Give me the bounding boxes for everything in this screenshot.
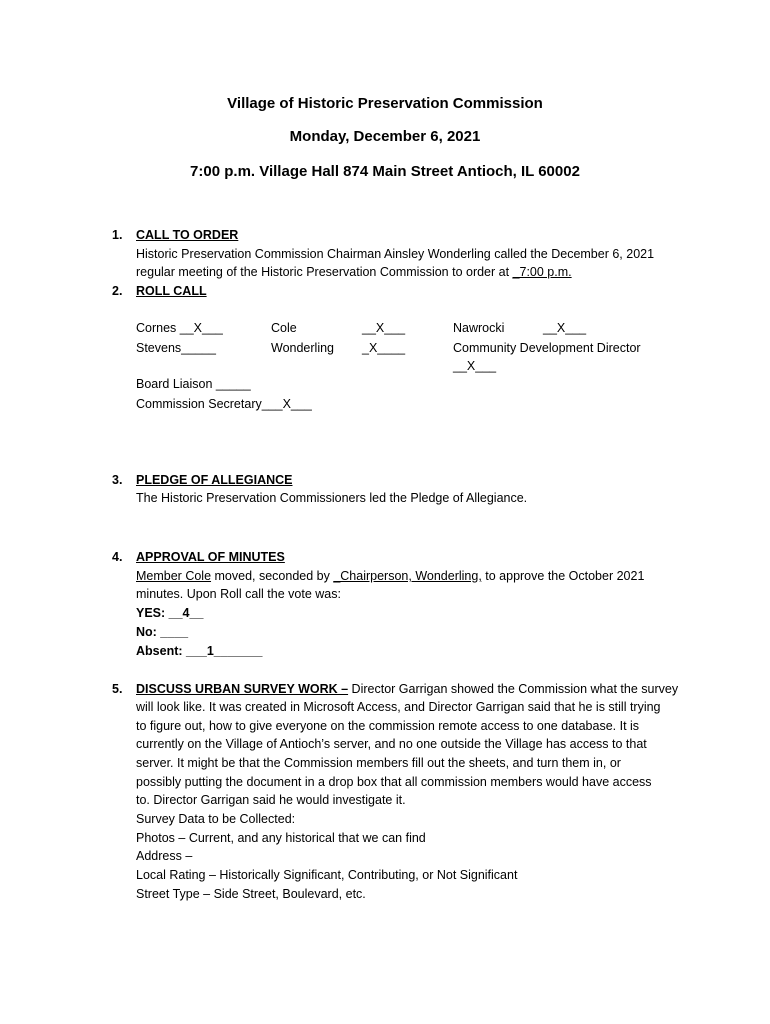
minutes-mover: Member Cole bbox=[136, 569, 212, 583]
roll-secretary: Commission Secretary___X___ bbox=[136, 397, 312, 411]
call-to-order-text: regular meeting of the Historic Preservation Commission to order at bbox=[136, 265, 513, 279]
roll-wonderling-mark: _X____ bbox=[362, 341, 406, 355]
minutes-seconder: _Chairperson, Wonderling, bbox=[333, 569, 482, 583]
minutes-line-2: minutes. Upon Roll call the vote was: bbox=[136, 587, 341, 601]
survey-line: to figure out, how to give everyone on the commission remote access to one database. It is bbox=[136, 719, 640, 733]
section-heading-pledge: PLEDGE OF ALLEGIANCE bbox=[136, 473, 293, 487]
section-number: 1. bbox=[112, 228, 123, 242]
roll-cdd-mark: __X___ bbox=[453, 359, 497, 373]
section-number: 3. bbox=[112, 473, 123, 487]
meeting-location: 7:00 p.m. Village Hall 874 Main Street Antioch, IL 60002 bbox=[190, 163, 580, 180]
section-heading-survey: DISCUSS URBAN SURVEY WORK – bbox=[136, 682, 349, 696]
roll-cole-mark: __X___ bbox=[362, 321, 406, 335]
roll-cole-name: Cole bbox=[271, 321, 297, 335]
pledge-text: The Historic Preservation Commissioners led the Pledge of Allegiance. bbox=[136, 491, 528, 505]
section-heading-minutes: APPROVAL OF MINUTES bbox=[136, 550, 285, 564]
roll-nawrocki-name: Nawrocki bbox=[453, 321, 505, 335]
minutes-motion-line bbox=[136, 567, 644, 585]
call-to-order-line-1: Historic Preservation Commission Chairman Ainsley Wonderling called the December 6, 2021 bbox=[136, 247, 655, 261]
roll-stevens: Stevens_____ bbox=[136, 341, 216, 355]
roll-wonderling-name: Wonderling bbox=[271, 341, 335, 355]
call-to-order-time: _7:00 p.m. bbox=[512, 265, 572, 279]
survey-line: to. Director Garrigan said he would investigate it. bbox=[136, 793, 406, 807]
roll-cdd-name: Community Development Director bbox=[453, 341, 641, 355]
survey-line: will look like. It was created in Microsoft Access, and Director Garrigan said that he is still trying bbox=[136, 700, 661, 714]
survey-data-heading: Survey Data to be Collected: bbox=[136, 812, 296, 826]
section-number: 5. bbox=[112, 682, 123, 696]
survey-line: possibly putting the document in a drop box that all commission members would have access bbox=[136, 775, 652, 789]
survey-data-item: Address – bbox=[136, 849, 193, 863]
roll-cornes: Cornes __X___ bbox=[136, 321, 223, 335]
vote-yes: YES: __4__ bbox=[136, 606, 204, 620]
vote-no: No: ____ bbox=[136, 625, 189, 639]
survey-data-item: Local Rating – Historically Significant, Contributing, or Not Significant bbox=[136, 868, 518, 882]
roll-nawrocki-mark: __X___ bbox=[543, 321, 587, 335]
minutes-text-a: moved, seconded by bbox=[211, 569, 334, 583]
survey-line-1 bbox=[136, 680, 678, 698]
survey-text: Director Garrigan showed the Commission what the survey bbox=[348, 682, 679, 696]
survey-data-item: Street Type – Side Street, Boulevard, etc. bbox=[136, 887, 366, 901]
section-number: 2. bbox=[112, 284, 123, 298]
survey-line: server. It might be that the Commission members fill out the sheets, and turn them in, or bbox=[136, 756, 621, 770]
call-to-order-line-2 bbox=[136, 263, 572, 281]
roll-board-liaison: Board Liaison _____ bbox=[136, 377, 251, 391]
document-title: Village of Historic Preservation Commission bbox=[227, 95, 543, 112]
meeting-date: Monday, December 6, 2021 bbox=[289, 128, 481, 145]
section-heading-roll-call: ROLL CALL bbox=[136, 284, 207, 298]
section-heading-call-to-order: CALL TO ORDER bbox=[136, 228, 239, 242]
survey-data-item: Photos – Current, and any historical that we can find bbox=[136, 831, 426, 845]
vote-absent: Absent: ___1_______ bbox=[136, 644, 263, 658]
section-number: 4. bbox=[112, 550, 123, 564]
minutes-text-b: to approve the October 2021 bbox=[481, 569, 645, 583]
survey-line: currently on the Village of Antioch’s server, and no one outside the Village has access to that bbox=[136, 737, 647, 751]
